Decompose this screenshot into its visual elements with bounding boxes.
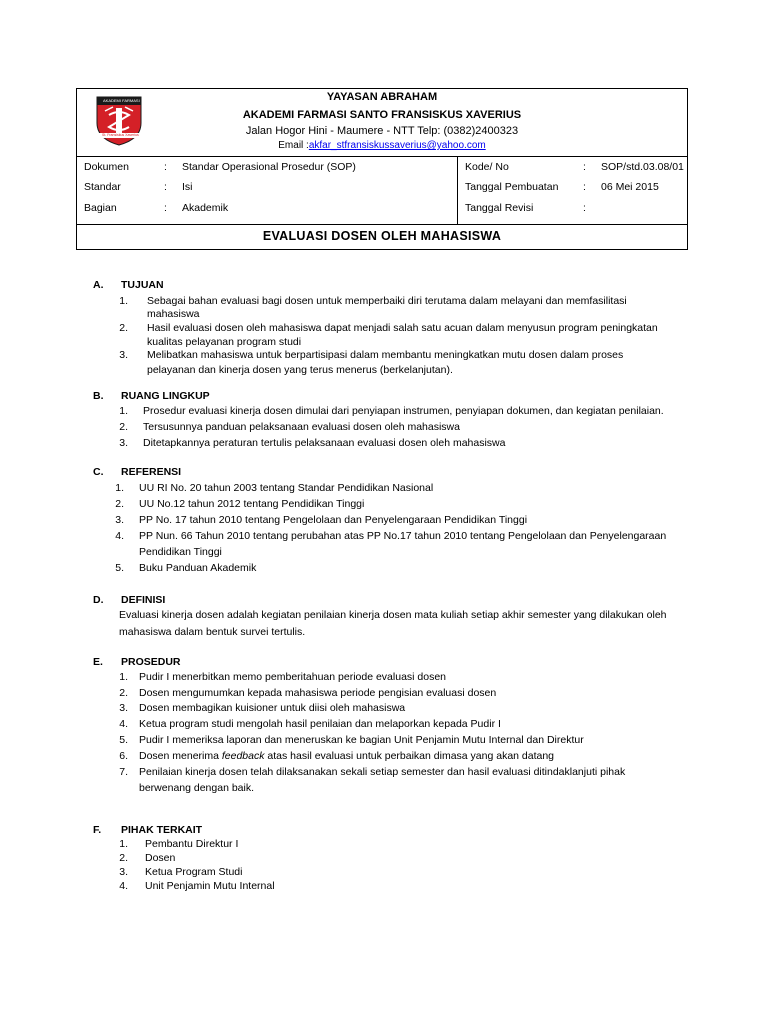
meta-value-dokumen: Standar Operasional Prosedur (SOP) [182,161,356,173]
list-item: Pudir I memeriksa laporan dan meneruskan ke bagian Unit Penjamin Mutu Internal dan Direktur [139,734,584,746]
list-item: Pudir I menerbitkan memo pemberitahuan periode evaluasi dosen [139,671,447,683]
section-letter: C. [93,466,104,478]
list-number: 1. [115,482,124,494]
section-letter: D. [93,594,104,606]
section-title-prosedur: PROSEDUR [121,656,181,668]
meta-sep: : [164,161,167,173]
meta-label-dokumen: Dokumen [84,161,129,173]
section-title-referensi: REFERENSI [121,466,182,478]
academy-email-line [77,139,687,152]
meta-sep: : [583,202,586,214]
list-item: Melibatkan mahasiswa untuk berpartisipasi dalam membantu meningkatkan mutu dosen dalam proses [147,349,624,361]
list-item: Pembantu Direktur I [145,838,239,850]
list-item: Hasil evaluasi dosen oleh mahasiswa dapat menjadi salah satu acuan dalam menyusun program peningkatan [147,322,658,334]
list-item: Unit Penjamin Mutu Internal [145,880,275,892]
list-number: 6. [119,750,128,762]
email-label: Email : [278,140,309,151]
definition-text-cont: mahasiswa dalam bentuk survei tertulis. [119,626,306,638]
list-number: 3. [119,702,128,714]
section-letter: E. [93,656,103,668]
list-item: PP No. 17 tahun 2010 tentang Pengelolaan dan Penyelengaraan Pendidikan Tinggi [139,514,528,526]
section-title-tujuan: TUJUAN [121,279,164,291]
academy-address: Jalan Hogor Hini - Maumere - NTT Telp: (0382)2400323 [245,125,519,137]
list-item-cont: berwenang dengan baik. [139,782,255,794]
divider [77,156,687,157]
list-number: 2. [119,852,128,864]
list-number: 1. [119,671,128,683]
definition-text: Evaluasi kinerja dosen adalah kegiatan penilaian kinerja dosen mata kuliah setiap akhir semester yang dilakukan oleh [119,609,667,621]
list-item: Dosen [145,852,176,864]
section-title-pihak-terkait: PIHAK TERKAIT [121,824,203,836]
list-item [139,750,554,763]
list-number: 1. [119,838,128,850]
meta-sep: : [583,161,586,173]
meta-label-kode: Kode/ No [465,161,509,173]
section-letter: A. [93,279,104,291]
list-item-text: atas hasil evaluasi untuk perbaikan dimasa yang akan datang [264,750,555,762]
section-letter: F. [93,824,102,836]
meta-label-standar: Standar [84,181,121,193]
list-number: 4. [119,718,128,730]
list-number: 2. [119,322,128,334]
document-header [76,88,688,250]
list-number: 1. [119,405,128,417]
meta-value-bagian: Akademik [182,202,229,214]
meta-value-standar: Isi [182,181,193,193]
list-number: 2. [119,421,128,433]
section-title-definisi: DEFINISI [121,594,166,606]
academy-name: AKADEMI FARMASI SANTO FRANSISKUS XAVERIUS [242,109,522,121]
divider [457,156,458,224]
meta-label-bagian: Bagian [84,202,117,214]
list-item-cont: mahasiswa [147,308,200,320]
meta-value-tanggal-pembuatan: 06 Mei 2015 [601,181,659,193]
list-number: 4. [115,530,124,542]
list-item: Dosen membagikan kuisioner untuk diisi oleh mahasiswa [139,702,406,714]
list-number: 5. [115,562,124,574]
meta-label-tanggal-revisi: Tanggal Revisi [465,202,534,214]
meta-sep: : [164,181,167,193]
list-item: UU RI No. 20 tahun 2003 tentang Standar Pendidikan Nasional [139,482,434,494]
list-item-cont: pelayanan dan kinerja dosen yang terus menerus (berkelanjutan). [147,364,453,376]
list-item-emphasis: feedback [221,750,265,762]
section-letter: B. [93,390,104,402]
meta-label-tanggal-pembuatan: Tanggal Pembuatan [465,181,559,193]
logo-bottom-text: St. Fransiskus Xaverius [102,133,139,137]
list-item: Tersusunnya panduan pelaksanaan evaluasi dosen oleh mahasiswa [143,421,460,433]
email-link[interactable]: akfar_stfransiskussaverius@yahoo.com [308,140,486,151]
list-number: 3. [115,514,124,526]
list-item: Buku Panduan Akademik [139,562,257,574]
list-number: 5. [119,734,128,746]
list-item: Dosen mengumumkan kepada mahasiswa periode pengisian evaluasi dosen [139,687,497,699]
document-title: EVALUASI DOSEN OLEH MAHASISWA [262,229,502,243]
foundation-name: YAYASAN ABRAHAM [326,91,438,103]
list-number: 3. [119,437,128,449]
list-item: PP Nun. 66 Tahun 2010 tentang perubahan atas PP No.17 tahun 2010 tentang Pengelolaan dan Penyelengaraan [139,530,667,542]
list-item: Ketua program studi mengolah hasil penilaian dan melaporkan kepada Pudir I [139,718,501,730]
list-item: Sebagai bahan evaluasi bagi dosen untuk memperbaiki diri terutama dalam melayani dan memfasilitasi [147,295,627,307]
meta-value-kode: SOP/std.03.08/01 [601,161,684,173]
list-item-cont: kualitas pelayanan program studi [147,336,302,348]
list-item-cont: Pendidikan Tinggi [139,546,222,558]
list-item: UU No.12 tahun 2012 tentang Pendidikan Tinggi [139,498,365,510]
divider [77,224,687,225]
list-number: 7. [119,766,128,778]
list-item: Ketua Program Studi [145,866,243,878]
list-item: Prosedur evaluasi kinerja dosen dimulai dari penyiapan instrumen, penyiapan dokumen, dan kegiatan penilaian. [143,405,664,417]
list-item-text: Dosen menerima [139,750,222,762]
meta-sep: : [583,181,586,193]
list-number: 4. [119,880,128,892]
list-number: 2. [115,498,124,510]
list-number: 1. [119,295,128,307]
section-title-ruang-lingkup: RUANG LINGKUP [121,390,210,402]
list-number: 3. [119,349,128,361]
meta-sep: : [164,202,167,214]
list-number: 2. [119,687,128,699]
list-number: 3. [119,866,128,878]
list-item: Ditetapkannya peraturan tertulis pelaksanaan evaluasi dosen oleh mahasiswa [143,437,506,449]
list-item: Penilaian kinerja dosen telah dilaksanakan sekali setiap semester dan hasil evaluasi ditindaklanjuti pihak [139,766,626,778]
logo-top-text: AKADEMI FARMASI [103,98,140,103]
